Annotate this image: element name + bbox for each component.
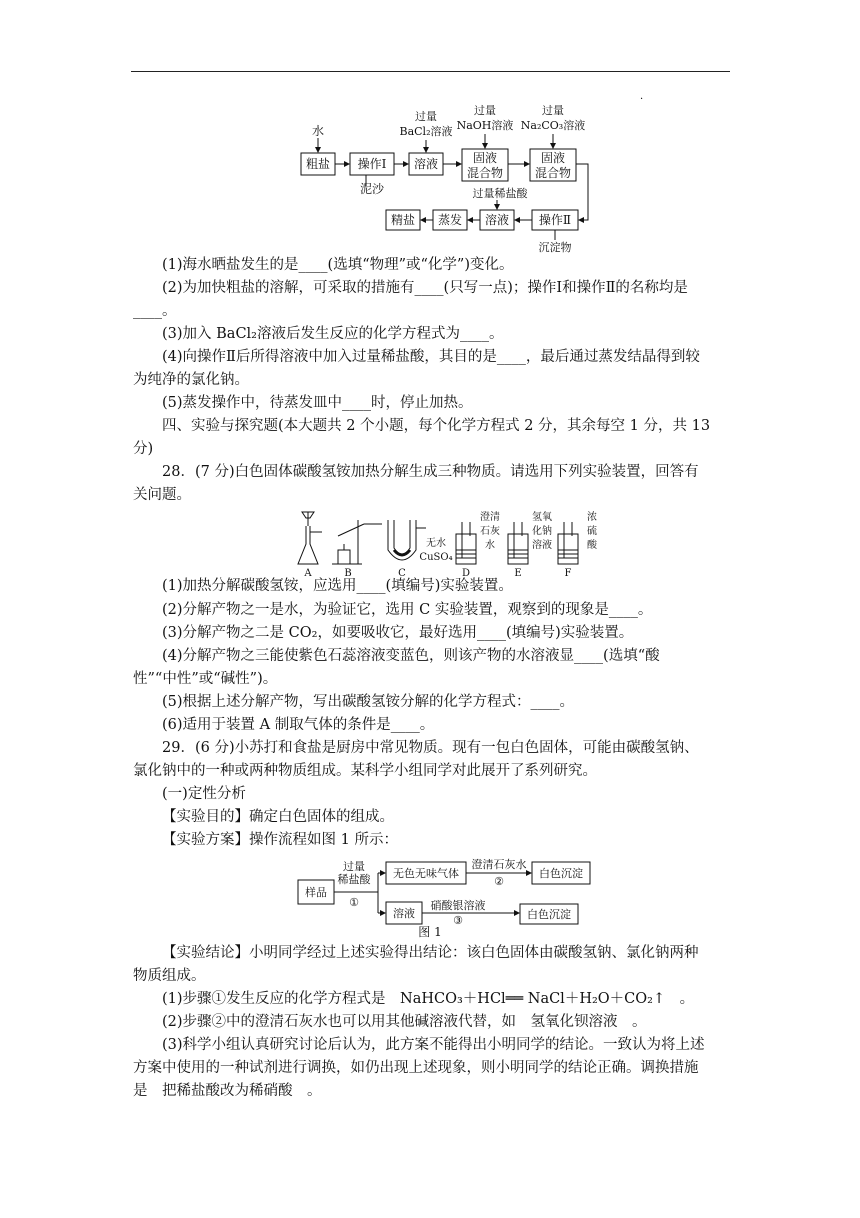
solution2-box: 溶液 [484,213,510,227]
figure1-flowchart [296,852,592,938]
q28-intro2: 关问题。 [133,487,191,503]
fig1-sample: 样品 [305,886,327,899]
op1-box: 操作Ⅰ [357,157,387,171]
fig1-white2: 白色沉淀 [527,908,571,921]
q27-line3: (3)加入 BaCl₂溶液后发生反应的化学方程式为____。 [162,326,504,342]
fig1-step3: ③ [453,914,463,927]
q29-answer3a: (3)科学小组认真研究讨论后认为，此方案不能得出小明同学的结论。一致认为将上述 [162,1037,705,1053]
q28-line4: (4)分解产物之三能使紫色石蕊溶液变蓝色，则该产物的水溶液显____(选填“酸 [162,648,660,664]
q29-purpose: 【实验目的】确定白色固体的组成。 [162,809,394,825]
bacl2-bottom: BaCl₂溶液 [399,125,453,138]
fig1-acid1: 过量 [343,860,365,873]
mud-label: 泥沙 [359,182,385,196]
section4-heading: 四、实验与探究题(本大题共 2 个小题，每个化学方程式 2 分，其余每空 1 分，共 13 [162,418,711,434]
q29-intro1: 29．(6 分)小苏打和食盐是厨房中常见物质。现有一包白色固体，可能由碳酸氢钠、 [162,740,699,756]
mix2-line2: 混合物 [534,166,572,180]
precipitate-label: 沉淀物 [538,241,572,254]
solution1-box: 溶液 [413,157,439,171]
q28-line1: (1)加热分解碳酸氢铵，应选用____(填编号)实验装置。 [162,578,513,594]
q27-line2: (2)为加快粗盐的溶解，可采取的措施有____(只写一点)；操作Ⅰ和操作Ⅱ的名称均是 [162,280,688,296]
na2co3-top: 过量 [542,104,564,117]
naoh-top: 过量 [474,104,496,117]
q28-line6: (6)适用于装置 A 制取气体的条件是____。 [162,717,435,733]
app-label-a: A [304,568,312,578]
app-e-label1: 氢氧 [532,512,552,523]
app-label-d: D [461,568,471,578]
q29-answer3b: 方案中使用的一种试剂进行调换，如仍出现上述现象，则小明同学的结论正确。调换措施 [133,1060,699,1076]
mix1-line1: 固液 [472,151,498,165]
mix2-line1: 固液 [540,151,566,165]
app-label-c: C [398,568,406,578]
app-label-e: E [514,568,522,578]
apparatus-figure [292,506,608,578]
fig1-agno3: 硝酸银溶液 [430,899,486,912]
app-e-label3: 溶液 [532,540,552,551]
q27-line4: (4)向操作Ⅱ后所得溶液中加入过量稀盐酸，其目的是____，最后通过蒸发结晶得到较 [162,349,700,365]
q27-line4b: 为纯净的氯化钠。 [133,372,249,388]
q28-line4b: 性”“中性”或“碱性”)。 [133,671,278,687]
fine-salt-box: 精盐 [390,213,416,227]
app-f-label2: 硫 [587,526,597,537]
app-c-label1: 无水 [426,538,446,549]
app-f-label1: 浓 [587,512,597,523]
app-f-label3: 酸 [587,540,597,551]
q28-line5: (5)根据上述分解产物，写出碳酸氢铵分解的化学方程式：____。 [162,694,575,710]
q27-line5: (5)蒸发操作中，待蒸发皿中____时，停止加热。 [162,395,473,411]
q29-answer3c: 是 把稀盐酸改为稀硝酸 。 [133,1083,322,1099]
salt-purification-flowchart [290,100,610,256]
op2-box: 操作Ⅱ [538,213,572,227]
app-label-f: F [564,568,572,578]
q29-answer2: (2)步骤②中的澄清石灰水也可以用其他碱溶液代替，如 氢氧化钡溶液 。 [162,1014,647,1030]
q29-answer1: (1)步骤①发生反应的化学方程式是 NaHCO₃＋HCl══ NaCl＋H₂O＋CO₂↑ 。 [162,991,695,1007]
fig1-solution: 溶液 [393,907,415,920]
na2co3-bottom: Na₂CO₃溶液 [520,119,586,132]
evaporate-box: 蒸发 [437,213,463,227]
app-label-b: B [344,568,352,578]
fig1-acid2: 稀盐酸 [337,873,371,886]
mix1-line2: 混合物 [466,166,504,180]
app-d-label1: 澄清 [480,512,500,523]
q29-conclusion1: 【实验结论】小明同学经过上述实验得出结论：该白色固体由碳酸氢钠、氯化钠两种 [162,945,699,961]
q28-line2: (2)分解产物之一是水，为验证它，选用 C 实验装置，观察到的现象是____。 [162,602,653,618]
fig1-caption: 图 1 [418,925,442,938]
q29-intro2: 氯化钠中的一种或两种物质组成。某科学小组同学对此展开了系列研究。 [133,763,597,779]
q28-intro1: 28．(7 分)白色固体碳酸氢铵加热分解生成三种物质。请选用下列实验装置，回答有 [162,464,699,480]
fig1-white1: 白色沉淀 [539,867,583,880]
fig1-step2: ② [494,875,504,888]
header-rule [131,71,730,72]
app-d-label2: 石灰 [480,526,500,537]
app-e-label2: 化钠 [532,526,552,537]
q29-part1: (一)定性分析 [162,786,246,802]
q29-plan: 【实验方案】操作流程如图 1 所示： [162,832,398,848]
page-dot: · [640,94,644,105]
crude-salt-box: 粗盐 [305,157,331,171]
naoh-bottom: NaOH溶液 [456,119,514,132]
fig1-step1: ① [349,896,359,909]
bacl2-top: 过量 [415,110,437,123]
q29-conclusion2: 物质组成。 [133,968,206,984]
water-label: 水 [311,124,325,138]
section4-heading-cont: 分) [133,441,154,457]
app-d-label3: 水 [485,540,495,551]
app-c-label2: CuSO₄ [419,552,453,563]
q27-line1: (1)海水晒盐发生的是____(选填“物理”或“化学”)变化。 [162,257,514,273]
fig1-gas: 无色无味气体 [393,867,459,880]
q28-line3: (3)分解产物之二是 CO₂，如要吸收它，最好选用____(填编号)实验装置。 [162,625,634,641]
q27-line2b: ____。 [133,303,177,319]
hcl-label: 过量稀盐酸 [472,187,528,200]
fig1-limewater: 澄清石灰水 [471,858,527,871]
